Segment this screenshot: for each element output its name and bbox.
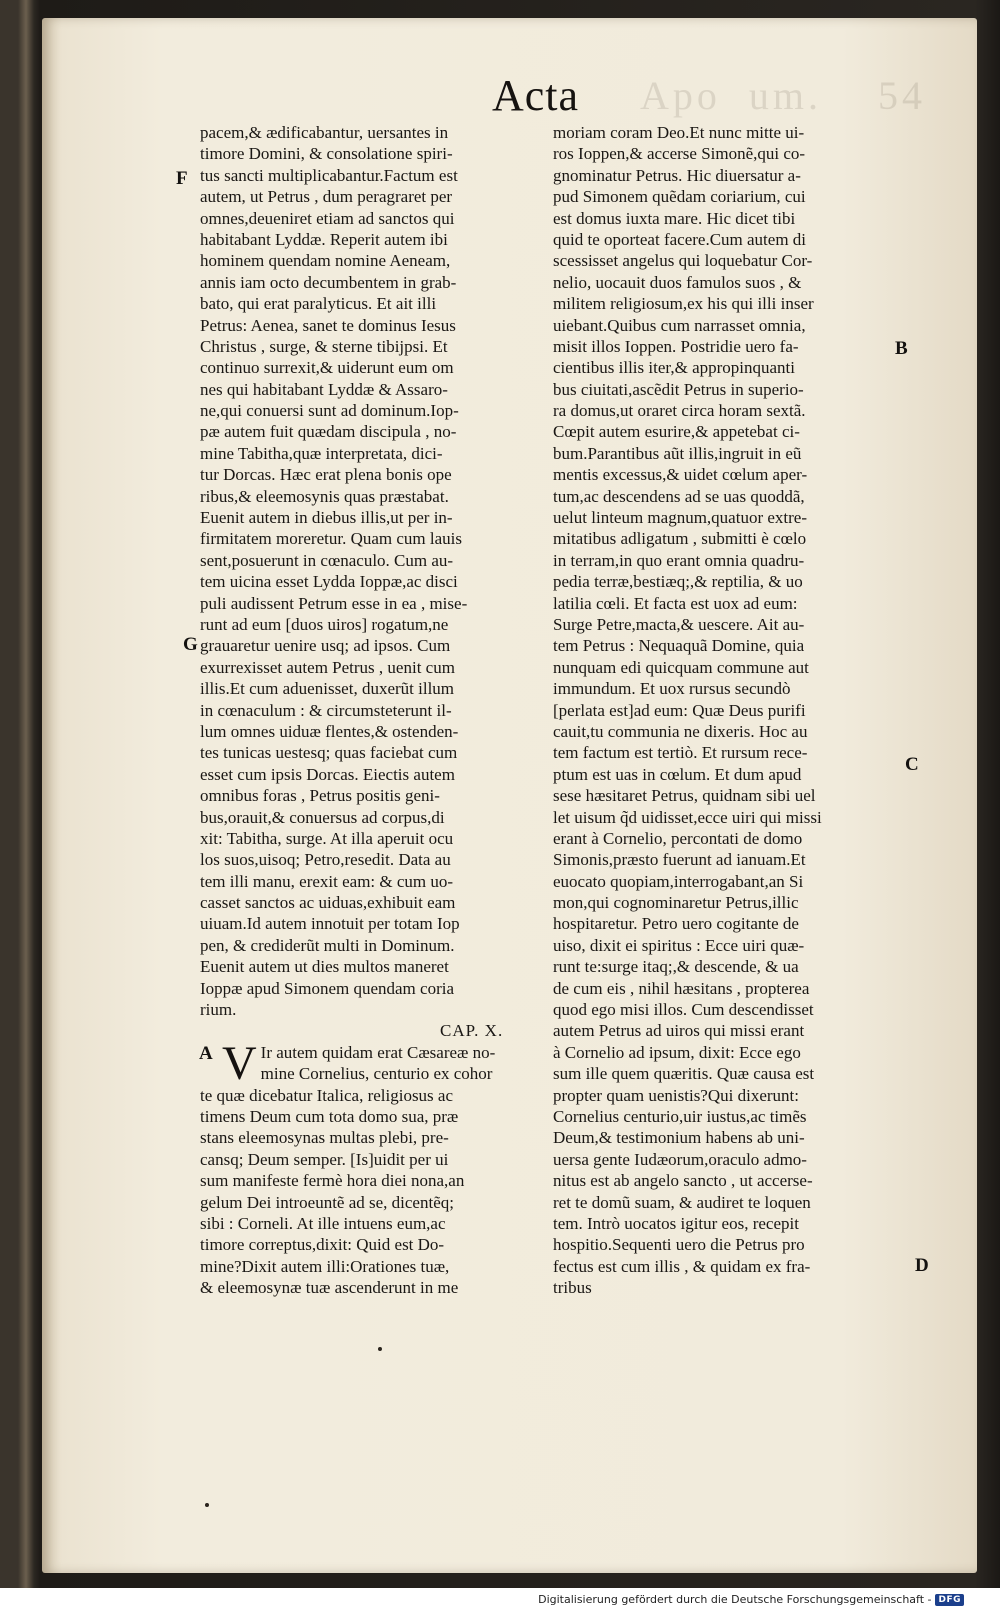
text-line: esset cum ipsis Dorcas. Eiectis autem — [200, 764, 455, 784]
text-line: firmitatem moreretur. Quam cum lauis — [200, 529, 463, 549]
text-line: Ioppæ apud Simonem quendam coria — [200, 978, 455, 998]
text-line: Cœpit autem esurire,& appetebat ci- — [553, 422, 800, 442]
right-column — [553, 122, 913, 1298]
text-line: sibi : Corneli. At ille intuens eum,ac — [200, 1213, 446, 1233]
text-line: runt ad eum [duos uiros] rogatum,ne — [200, 614, 449, 634]
text-line: uelut linteum magnum,quatuor extre- — [553, 508, 807, 528]
text-line: gnominatur Petrus. Hic diuersatur a- — [553, 165, 801, 185]
margin-marker-g: G — [183, 634, 198, 655]
dfg-logo: DFG — [935, 1594, 964, 1606]
text-line: pæ autem fuit quædam discipula , no- — [200, 422, 457, 442]
show-through-text: Apo um. 54 — [640, 73, 926, 118]
text-line: in cœnaculum : & circumsteterunt il- — [200, 700, 452, 720]
ink-speck — [205, 1503, 209, 1507]
text-line: mine?Dixit autem illi:Orationes tuæ, — [200, 1256, 450, 1276]
text-line: pen, & crediderũt multi in Dominum. — [200, 935, 455, 955]
margin-marker-d: D — [915, 1255, 929, 1276]
text-line: mine Tabitha,quæ interpretata, dici- — [200, 443, 443, 463]
margin-marker-c: C — [905, 754, 919, 775]
text-line: hospitaretur. Petro uero cogitante de — [553, 914, 799, 934]
text-line: quid te oporteat facere.Cum autem di — [553, 229, 807, 249]
text-line: habitabant Lyddæ. Reperit autem ibi — [200, 229, 448, 249]
text-line: pedia terræ,bestiæq;,& reptilia, & uo — [553, 572, 803, 592]
text-line: timore correptus,dixit: Quid est Do- — [200, 1235, 445, 1255]
text-line: omnes,deueniret etiam ad sanctos qui — [200, 208, 455, 228]
text-line: puli audissent Petrum esse in ea , mise- — [200, 593, 468, 613]
drop-capital: V — [222, 1036, 257, 1090]
text-line: nunquam edi quicquam commune aut — [553, 657, 809, 677]
text-line: sent,posuerunt in cœnaculo. Cum au- — [200, 550, 454, 570]
text-line: tem factum est tertiò. Et rursum rece- — [553, 743, 808, 763]
text-line: ne,qui conuersi sunt ad dominum.Iop- — [200, 401, 459, 421]
text-line: Christus , surge, & sterne tibijpsi. Et — [200, 336, 448, 356]
text-line: pacem,& ædificabantur, uersantes in — [200, 123, 449, 142]
text-line: in terram,in quo erant omnia quadru- — [553, 550, 805, 570]
text-line: sum manifeste fermè hora diei nona,an — [200, 1171, 465, 1191]
text-line: omnibus foras , Petrus positis geni- — [200, 786, 440, 806]
text-line: uiuam.Id autem innotuit per totam Iop — [200, 914, 460, 934]
text-line: nelio, uocauit duos famulos suos , & — [553, 272, 802, 292]
chapter-opening — [200, 1036, 570, 1299]
text-line: moriam coram Deo.Et nunc mitte ui- — [553, 123, 805, 142]
text-line: timens Deum cum tota domo sua, præ — [200, 1106, 459, 1126]
text-line: Surge Petre,macta,& uescere. Ait au- — [553, 614, 805, 634]
text-line: annis iam octo decumbentem in grab- — [200, 272, 457, 292]
text-line: lum omnes uiduæ flentes,& ostenden- — [200, 721, 459, 741]
text-line: fectus est cum illis , & quidam ex fra- — [553, 1256, 811, 1276]
text-line: erant à Cornelio, percontati de domo — [553, 828, 803, 848]
chapter-heading: CAP. X. — [440, 1021, 504, 1041]
text-line: hospitio.Sequenti uero die Petrus pro — [553, 1235, 805, 1255]
text-line: ribus,& eleemosynis quas præstabat. — [200, 486, 449, 506]
text-line: mon,qui cognominaretur Petrus,illic — [553, 893, 799, 913]
text-line: ra domus,ut oraret circa horam sextã. — [553, 401, 806, 421]
text-line: ret te domũ suam, & audiret te loquen — [553, 1192, 811, 1212]
text-line: immundum. Et uox rursus secundò — [553, 679, 791, 699]
text-line: timore Domini, & consolatione spiri- — [200, 144, 453, 164]
text-line: ptum est uas in cœlum. Et dum apud — [553, 764, 802, 784]
margin-marker-a: A — [199, 1043, 213, 1064]
text-line: Euenit autem in diebus illis,ut per in- — [200, 508, 453, 528]
left-column — [200, 122, 570, 1298]
text-line: bato, qui erat paralyticus. Et ait illi — [200, 294, 437, 314]
text-line: tem Petrus : Nequaquã Domine, quia — [553, 636, 805, 656]
margin-marker-b: B — [895, 338, 908, 359]
text-line: runt te:surge itaq;,& descende, & ua — [553, 957, 799, 977]
running-head: Acta — [492, 71, 580, 120]
text-line: scessisset angelus qui loquebatur Cor- — [553, 251, 813, 271]
text-line: misit illos Ioppen. Postridie uero fa- — [553, 336, 799, 356]
text-line: est domus iuxta mare. Hic dicet tibi — [553, 208, 796, 228]
text-line: tem illi manu, erexit eam: & cum uo- — [200, 871, 454, 891]
text-line: autem, ut Petrus , dum peragraret per — [200, 187, 453, 207]
text-line: te quæ dicebatur Italica, religiosus ac — [200, 1085, 454, 1105]
text-line: gelum Dei introeuntẽ ad se, dicentẽq; — [200, 1192, 454, 1212]
right-column-text — [553, 122, 913, 1298]
text-line: illis.Et cum aduenisset, duxerũt illum — [200, 679, 455, 699]
text-line: nes qui habitabant Lyddæ & Assaro- — [200, 379, 448, 399]
text-line: exurrexisset autem Petrus , uenit cum — [200, 657, 455, 677]
text-line: mitatibus adligatum , submitti è cœlo — [553, 529, 807, 549]
text-line: casset sanctos ac uiduas,exhibuit eam — [200, 893, 456, 913]
text-line: tur Dorcas. Hæc erat plena bonis ope — [200, 465, 452, 485]
text-line: let uisum q̃d uidisset,ecce uiri qui missi — [553, 807, 822, 827]
text-line: rium. — [200, 1000, 237, 1020]
text-line: grauaretur uenire usq; ad ipsos. Cum — [200, 636, 451, 656]
text-line: bus ciuitati,ascẽdit Petrus in superio- — [553, 379, 804, 399]
text-line: xit: Tabitha, surge. At illa aperuit ocu — [200, 828, 454, 848]
text-line: uiebant.Quibus cum narrasset omnia, — [553, 315, 806, 335]
text-line: uersa gente Iudæorum,oraculo admo- — [553, 1149, 807, 1169]
text-line: bus,orauit,& conuersus ad corpus,di — [200, 807, 445, 827]
text-line: ros Ioppen,& accerse Simonẽ,qui co- — [553, 144, 806, 164]
text-line: Petrus: Aenea, sanet te dominus Iesus — [200, 315, 456, 335]
text-line: quod ego misi illos. Cum descendisset — [553, 1000, 814, 1020]
text-line: pud Simonem quẽdam coriarium, cui — [553, 187, 806, 207]
text-line: à Cornelio ad ipsum, dixit: Ecce ego — [553, 1042, 801, 1062]
text-line: tus sancti multiplicabantur.Factum est — [200, 165, 458, 185]
text-line: sum ille quem quæritis. Quæ causa est — [553, 1064, 815, 1084]
text-line: mine Cornelius, centurio ex cohor — [260, 1064, 493, 1084]
text-line: tes tunicas uestesq; quas faciebat cum — [200, 743, 458, 763]
left-column-text — [200, 122, 570, 1020]
text-line: de cum eis , nihil hæsitans , propterea — [553, 978, 810, 998]
text-line: autem Petrus ad uiros qui missi erant — [553, 1021, 805, 1041]
text-line: mentis excessus,& uidet cœlum aper- — [553, 465, 808, 485]
text-line: cientibus illis iter,& appropinquanti — [553, 358, 796, 378]
text-line: Simonis,præsto fuerunt ad ianuam.Et — [553, 850, 806, 870]
text-line: militem religiosum,ex his qui illi inser — [553, 294, 814, 314]
text-line: Ir autem quidam erat Cæsareæ no- — [260, 1042, 496, 1062]
text-line: hominem quendam nomine Aeneam, — [200, 251, 451, 271]
text-line: los suos,uisoq; Petro,resedit. Data au — [200, 850, 451, 870]
text-line: tum,ac descendens ad se uas quoddã, — [553, 486, 805, 506]
text-line: [perlata est]ad eum: Quæ Deus purifi — [553, 700, 806, 720]
text-line: Cornelius centurio,uir iustus,ac timẽs — [553, 1106, 807, 1126]
text-line: cauit,tu communia ne dixeris. Hoc au — [553, 721, 808, 741]
ink-speck — [378, 1347, 382, 1351]
text-line: uiso, dixit ei spiritus : Ecce uiri quæ- — [553, 935, 805, 955]
text-line: latilia cœli. Et facta est uox ad eum: — [553, 593, 798, 613]
text-line: propter quam uenistis?Qui dixerunt: — [553, 1085, 799, 1105]
text-line: tem uicina esset Lydda Ioppæ,ac disci — [200, 572, 458, 592]
footer-credit — [538, 1593, 964, 1606]
text-line: tribus — [553, 1278, 592, 1298]
footer-text: Digitalisierung gefördert durch die Deutsche Forschungsgemeinschaft - — [538, 1593, 932, 1606]
text-line: Euenit autem ut dies multos maneret — [200, 957, 449, 977]
margin-marker-f: F — [176, 168, 188, 189]
text-line: euocato quopiam,interrogabant,an Si — [553, 871, 804, 891]
text-line: tem. Intrò uocatos igitur eos, recepit — [553, 1213, 799, 1233]
text-line: cansq; Deum semper. [Is]uidit per ui — [200, 1149, 449, 1169]
text-line: sese hæsitaret Petrus, quidnam sibi uel — [553, 786, 816, 806]
text-line: & eleemosynæ tuæ ascenderunt in me — [200, 1278, 459, 1298]
text-line: nitus est ab angelo sancto , ut accerse- — [553, 1171, 813, 1191]
text-line: continuo surrexit,& uiderunt eum om — [200, 358, 454, 378]
text-line: Deum,& testimonium habens ab uni- — [553, 1128, 805, 1148]
text-line: bum.Parantibus aũt illis,ingruit in eũ — [553, 443, 802, 463]
text-line: stans eleemosynas multas plebi, pre- — [200, 1128, 449, 1148]
